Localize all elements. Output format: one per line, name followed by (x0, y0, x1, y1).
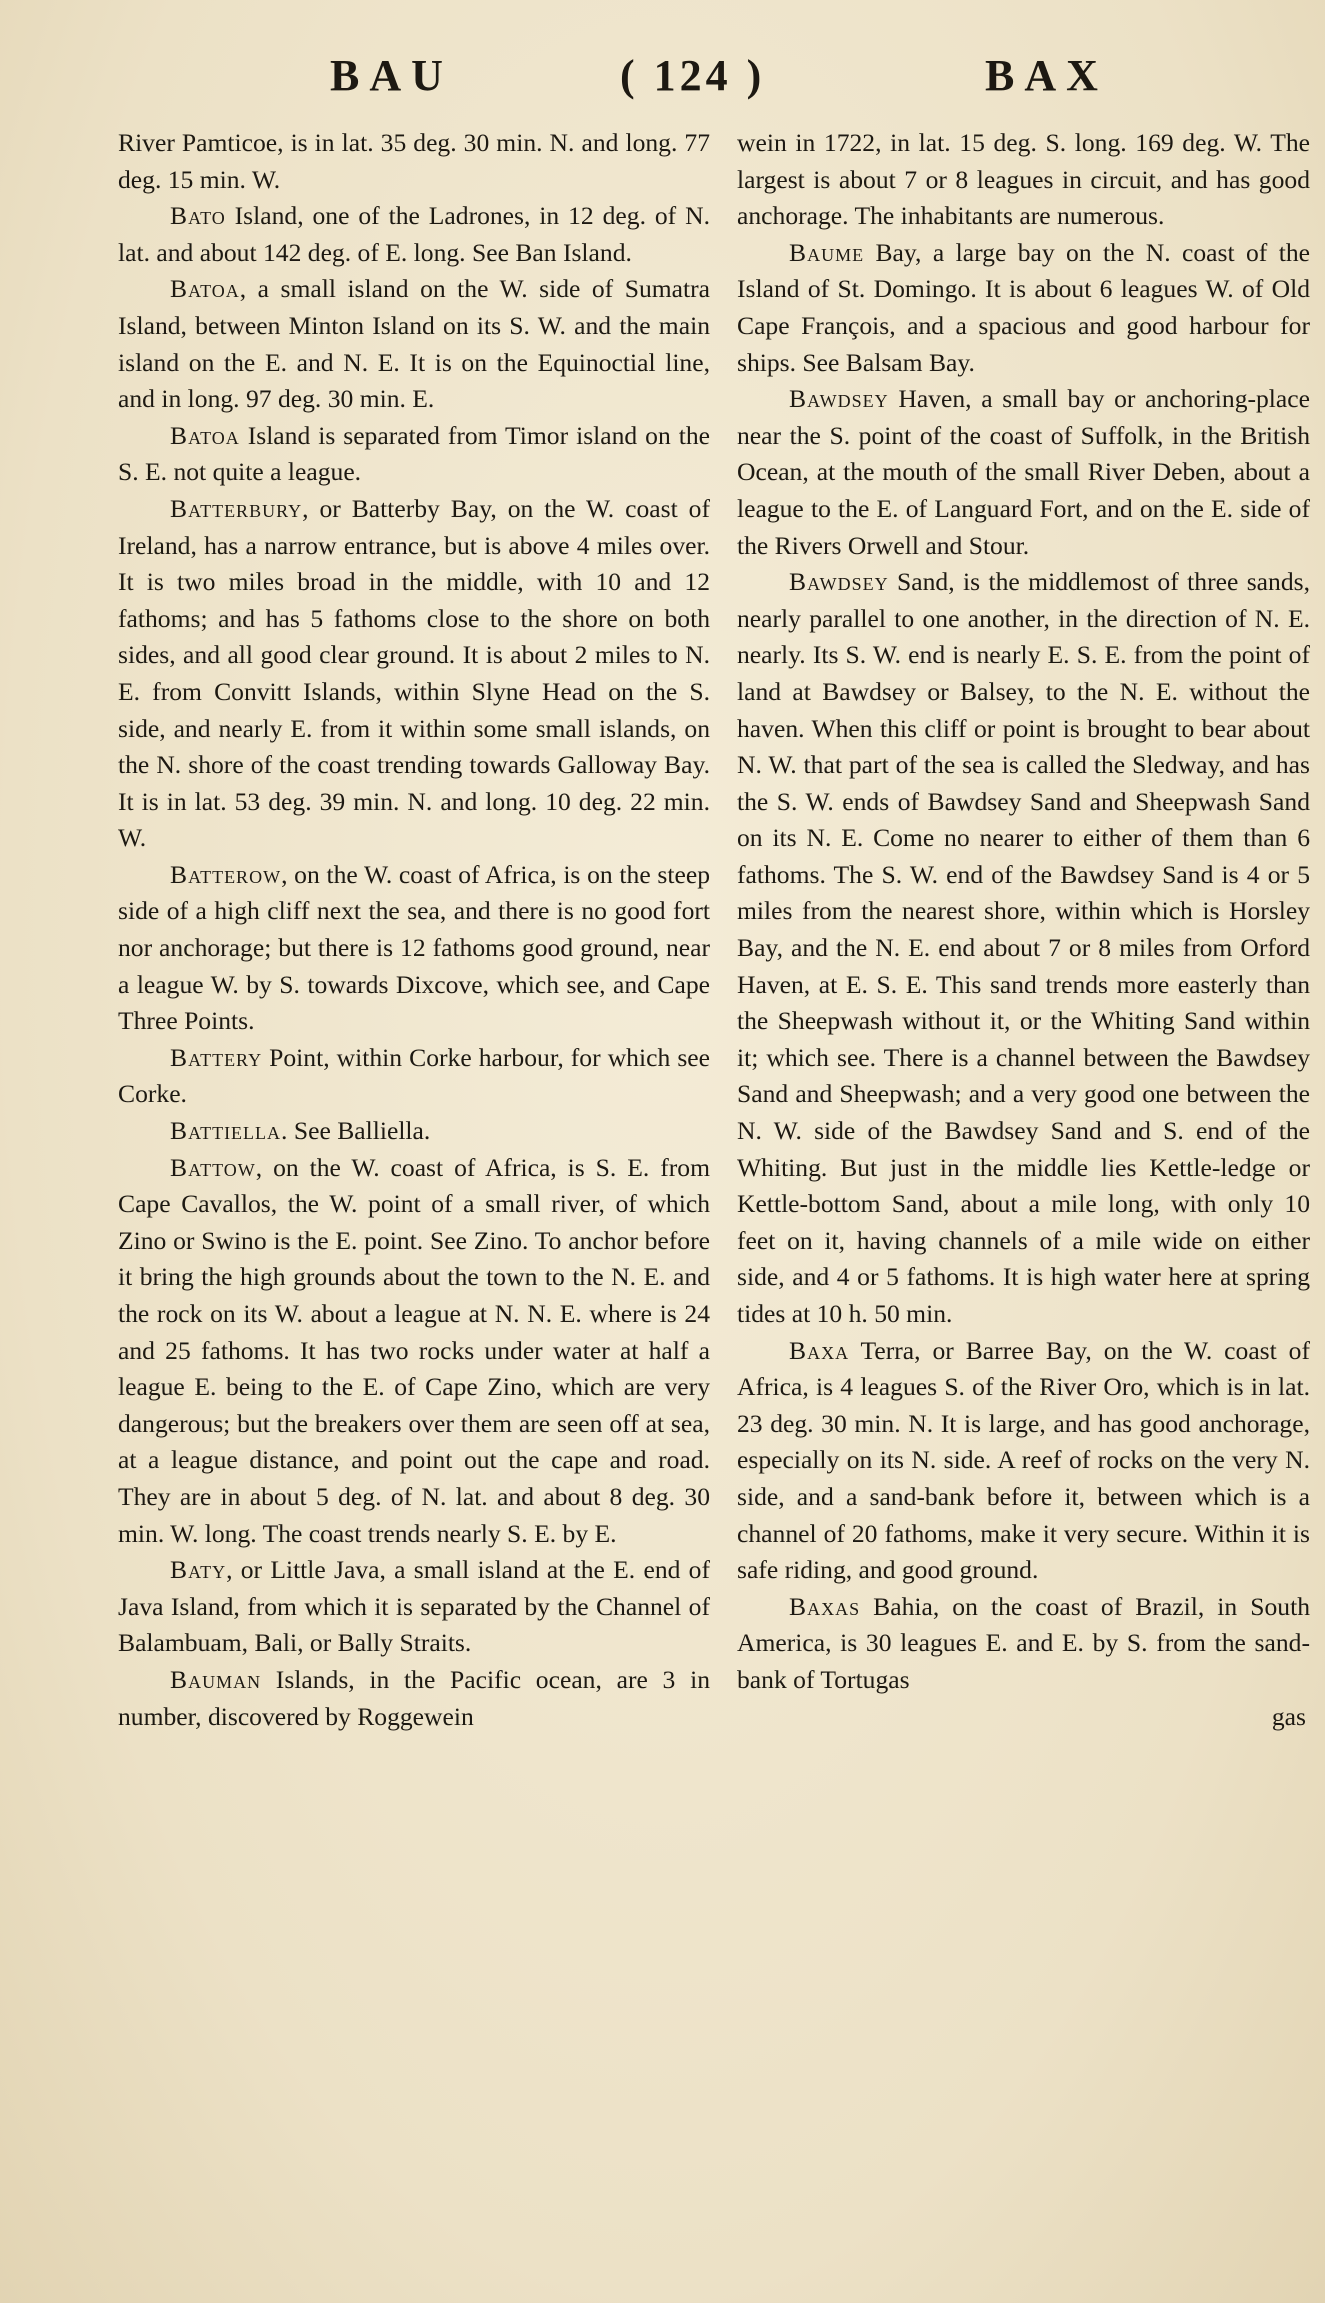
entry-headword: Battow (170, 1152, 256, 1182)
entry-headword: Batterow (170, 859, 282, 889)
entry-headword: Batterbury (170, 493, 303, 523)
entry: wein in 1722, in lat. 15 deg. S. long. 169 deg. W. The largest is about 7 or 8 leagues in circuit, and has good anchorage. The inhabitants are numerous. (737, 128, 1310, 231)
entry: Bawdsey Haven, a small bay or anchoring-place near the S. point of the coast of Suffolk, in the British Ocean, at the mouth of the small River Deben, about a league to the E. of Languard Fort, and on the E. side of the Rivers Orwell and Stour. (737, 384, 1310, 560)
entry: Bawdsey Sand, is the middlemost of three sands, nearly parallel to one another, in the direction of N. E. nearly. Its S. W. end is nearly E. S. E. from the point of land at Bawdsey or Balsey, to the N. E. without the haven. When this cliff or point is brought to bear about N. W. that part of the sea is called the Sledway, and has the S. W. ends of Bawdsey Sand and Sheepwash Sand on its N. E. Come no nearer to either of them than 6 fathoms. The S. W. end of the Bawdsey Sand is 4 or 5 miles from the nearest shore, within which is Horsley Bay, and the N. E. end about 7 or 8 miles from Orford Haven, at E. S. E. This sand trends more easterly than the Sheepwash without it, or the Whiting Sand within it; which see. There is a channel between the Bawdsey Sand and Sheepwash; and a very good one between the N. W. side of the Bawdsey Sand and S. end of the Whiting. But just in the middle lies Kettle-ledge or Kettle-bottom Sand, about a mile long, with only 10 feet on it, having channels of a mile wide on either side, and 4 or 5 fathoms. It is high water here at spring tides at 10 h. 50 min. (737, 567, 1310, 1328)
header-right-guideword: BAX (985, 51, 1108, 100)
entry-headword: Battiella (170, 1116, 282, 1146)
entry: Baxa Terra, or Barree Bay, on the W. coast of Africa, is 4 leagues S. of the River Oro, which is in lat. 23 deg. 30 min. N. It is large, and has good anchorage, especially on its N. side. A reef of rocks on the very N. side, and a sand-bank before it, between which is a channel of 20 fathoms, make it very secure. Within it is safe riding, and good ground. (737, 1335, 1310, 1585)
entry: Batoa, a small island on the W. side of Sumatra Island, between Minton Island on its S. W. and the main island on the E. and N. E. It is on the Equinoctial line, and in long. 97 deg. 30 min. E. (118, 274, 710, 414)
entry: Baume Bay, a large bay on the N. coast of the Island of St. Domingo. It is about 6 leagues W. of Old Cape François, and a spacious and good harbour for ships. See Balsam Bay. (737, 237, 1310, 377)
entry: Bato Island, one of the Ladrones, in 12 deg. of N. lat. and about 142 deg. of E. long. See Ban Island. (118, 201, 710, 267)
catchword: gas (1271, 1701, 1306, 1731)
entry-headword: Baxas (789, 1591, 861, 1621)
entry: Batterow, on the W. coast of Africa, is on the steep side of a high cliff next the sea, and there is no good fort nor anchorage; but there is 12 fathoms good ground, near a league W. by S. towards Dixcove, which see, and Cape Three Points. (118, 859, 710, 1036)
entry-headword: Bawdsey (789, 384, 889, 414)
entry: Baty, or Little Java, a small island at the E. end of Java Island, from which it is separated by the Channel of Balambuam, Bali, or Bally Straits. (118, 1555, 710, 1658)
entry-headword: Bauman (170, 1664, 262, 1694)
entry-headword: Bawdsey (789, 567, 889, 597)
entry: Bauman Islands, in the Pacific ocean, are 3 in number, discovered by Roggewein (118, 1664, 710, 1731)
entry-headword: Bato (170, 201, 226, 231)
entry-headword: Batoa (170, 420, 240, 450)
running-header (0, 30, 1325, 110)
entry: Battiella. See Balliella. (170, 1116, 431, 1146)
entry: Batoa Island is separated from Timor island on the S. E. not quite a league. (118, 420, 710, 487)
entry: Batterbury, or Batterby Bay, on the W. coast of Ireland, has a narrow entrance, but is above 4 miles over. It is two miles broad in the middle, with 10 and 12 fathoms; and has 5 fathoms close to the shore on both sides, and all good clear ground. It is about 2 miles to N. E. from Convitt Islands, within Slyne Head on the S. side, and nearly E. from it within some small islands, on the N. shore of the coast trending towards Galloway Bay. It is in lat. 53 deg. 39 min. N. and long. 10 deg. 22 min. W. (118, 493, 710, 853)
page-number: ( 124 ) (620, 51, 766, 100)
entry-headword: Baxa (789, 1335, 850, 1365)
right-column (737, 125, 1310, 2275)
entry: River Pamticoe, is in lat. 35 deg. 30 min. N. and long. 77 deg. 15 min. W. (118, 128, 710, 194)
header-left-guideword: BAU (330, 51, 453, 100)
entry: Battow, on the W. coast of Africa, is S. E. from Cape Cavallos, the W. point of a small river, of which Zino or Swino is the E. point. See Zino. To anchor before it bring the high grounds about the town to the N. E. and the rock on its W. about a league at N. N. E. where is 24 and 25 fathoms. It has two rocks under water at half a league E. being to the E. of Cape Zino, which are very dangerous; but the breakers over them are seen off at sea, at a league distance, and point out the cape and road. They are in about 5 deg. of N. lat. and about 8 deg. 30 min. W. long. The coast trends nearly S. E. by E. (118, 1152, 710, 1548)
entry-headword: Batoa (170, 274, 240, 304)
entry-headword: Battery (170, 1042, 263, 1072)
entry: Battery Point, within Corke harbour, for which see Corke. (118, 1042, 710, 1109)
entry-headword: Baume (789, 237, 865, 267)
left-column (118, 125, 710, 2275)
entry: Baxas Bahia, on the coast of Brazil, in South America, is 30 leagues E. and E. by S. from the sand-bank of Tortugas (737, 1591, 1310, 1694)
entry-headword: Baty (170, 1555, 227, 1585)
